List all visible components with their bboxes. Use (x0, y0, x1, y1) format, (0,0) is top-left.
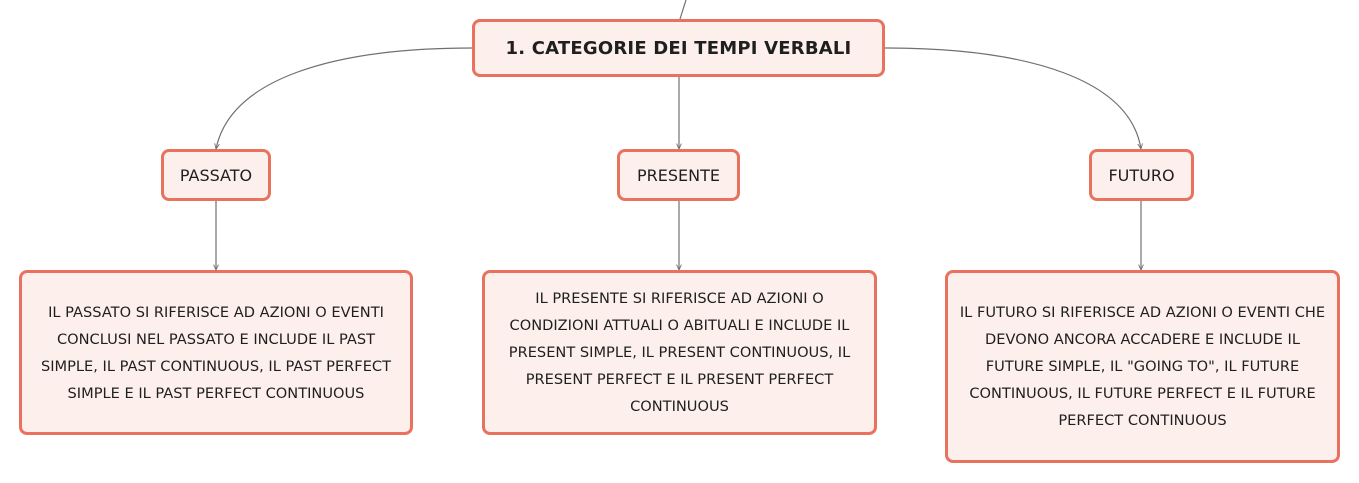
description-passato[interactable] (19, 270, 413, 435)
category-futuro-label: FUTURO (1108, 165, 1175, 185)
category-passato[interactable] (161, 149, 271, 201)
description-presente-text: IL PRESENTE SI RIFERISCE AD AZIONI O CONDIZIONI ATTUALI O ABITUALI E INCLUDE IL PRESENT SIMPLE, IL PRESENT CONTINUOUS, IL PRESENT PERFECT E IL PRESENT PERFECT CONTINUOUS (508, 290, 851, 415)
description-passato-text: IL PASSATO SI RIFERISCE AD AZIONI O EVENTI CONCLUSI NEL PASSATO E INCLUDE IL PAST SIMPLE, IL PAST CONTINUOUS, IL PAST PERFECT SIMPLE E IL PAST PERFECT CONTINUOUS (40, 303, 392, 402)
root-topic[interactable] (472, 19, 885, 77)
description-presente[interactable] (482, 270, 877, 435)
description-futuro-text: IL FUTURO SI RIFERISCE AD AZIONI O EVENTI CHE DEVONO ANCORA ACCADERE E INCLUDE IL FUTURE SIMPLE, IL "GOING TO", IL FUTURE CONTINUOUS, IL FUTURE PERFECT E IL FUTURE PERFECT CONTINUOUS (959, 304, 1326, 429)
category-presente-label: PRESENTE (637, 165, 720, 185)
connector-root-to-passato (216, 48, 472, 149)
category-presente[interactable] (617, 149, 740, 201)
root-topic-label: 1. CATEGORIE DEI TEMPI VERBALI (505, 37, 852, 59)
category-futuro[interactable] (1089, 149, 1194, 201)
connector-parent-to-root (680, 0, 686, 19)
description-futuro[interactable] (945, 270, 1340, 463)
category-passato-label: PASSATO (179, 165, 253, 185)
connector-root-to-futuro (885, 48, 1141, 149)
